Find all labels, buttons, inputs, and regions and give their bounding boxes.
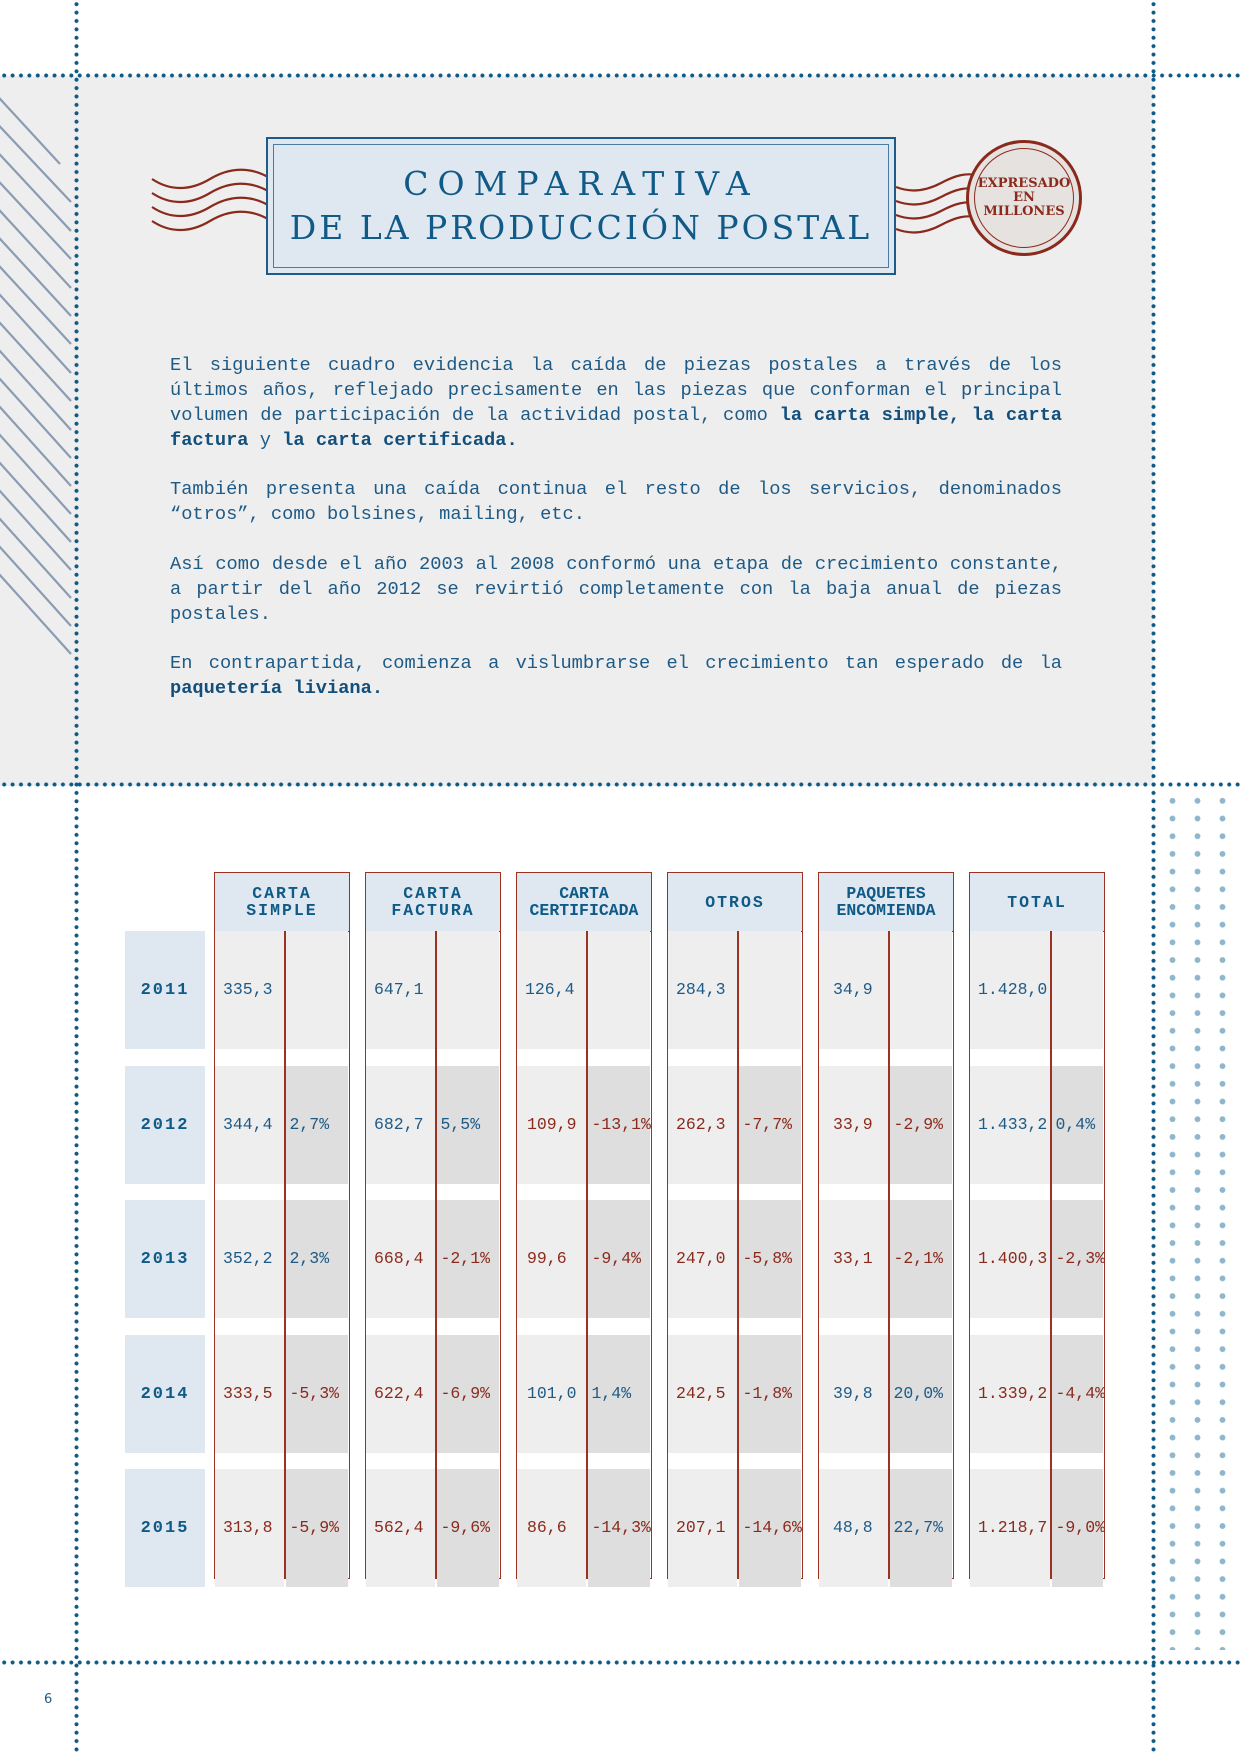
value-cell: 33,1 xyxy=(819,1200,888,1318)
column-total xyxy=(969,872,1105,1579)
percent-change-cell: -6,9% xyxy=(437,1335,500,1453)
percent-change-cell xyxy=(890,931,953,1049)
percent-change-cell: -5,3% xyxy=(286,1335,349,1453)
paragraph-1-bold-2: la carta certificada. xyxy=(282,429,518,451)
value-cell: 39,8 xyxy=(819,1335,888,1453)
paragraph-4-bold: paquetería liviana. xyxy=(170,677,384,699)
column-divider xyxy=(737,932,739,1578)
value-cell: 333,5 xyxy=(215,1335,284,1453)
value-cell: 247,0 xyxy=(668,1200,737,1318)
value-cell: 284,3 xyxy=(668,931,737,1049)
value-cell: 262,3 xyxy=(668,1066,737,1184)
percent-change-cell: 5,5% xyxy=(437,1066,500,1184)
paragraph-1 xyxy=(170,353,1062,453)
value-cell: 242,5 xyxy=(668,1335,737,1453)
percent-change-cell xyxy=(286,931,349,1049)
percent-change-cell xyxy=(588,931,651,1049)
percent-change-cell xyxy=(739,931,802,1049)
column-carta-factura xyxy=(365,872,501,1579)
percent-change-cell: 1,4% xyxy=(588,1335,651,1453)
column-otros xyxy=(667,872,803,1579)
year-label: 2013 xyxy=(125,1200,205,1318)
percent-change-cell: -2,1% xyxy=(890,1200,953,1318)
value-cell: 33,9 xyxy=(819,1066,888,1184)
paragraph-1-text: El siguiente cuadro evidencia la caída de piezas postales a través de los últimos años, reflejado precisamente en las piezas que conforman el principal volumen de participación de la actividad postal, como xyxy=(170,354,1062,426)
dotted-guide-bottom xyxy=(0,1660,1240,1665)
column-header-line2: SIMPLE xyxy=(246,901,318,920)
value-cell: 86,6 xyxy=(517,1469,586,1587)
value-cell: 109,9 xyxy=(517,1066,586,1184)
year-label: 2015 xyxy=(125,1469,205,1587)
paragraph-1-text-2: y xyxy=(248,429,283,451)
percent-change-cell: -5,9% xyxy=(286,1469,349,1587)
percent-change-cell: 22,7% xyxy=(890,1469,953,1587)
dot-grid-decoration xyxy=(1160,792,1240,1650)
postmark-waves-right xyxy=(896,165,976,240)
value-cell: 562,4 xyxy=(366,1469,435,1587)
paragraph-2: También presenta una caída continua el resto de los servicios, denominados “otros”, como bolsines, mailing, etc. xyxy=(170,478,1062,525)
percent-change-cell: -9,4% xyxy=(588,1200,651,1318)
paragraph-4-text: En contrapartida, comienza a vislumbrarse el crecimiento tan esperado de la xyxy=(170,652,1062,674)
percent-change-cell: -14,3% xyxy=(588,1469,651,1587)
column-header xyxy=(517,873,651,932)
column-divider xyxy=(586,932,588,1578)
percent-change-cell: -5,8% xyxy=(739,1200,802,1318)
column-header-line2: FACTURA xyxy=(391,901,475,920)
percent-change-cell xyxy=(437,931,500,1049)
value-cell: 207,1 xyxy=(668,1469,737,1587)
value-cell: 668,4 xyxy=(366,1200,435,1318)
percent-change-cell: -2,3% xyxy=(1052,1200,1104,1318)
postmark-waves-left xyxy=(150,165,270,235)
dotted-guide-top xyxy=(0,73,1240,78)
value-cell: 682,7 xyxy=(366,1066,435,1184)
page-number: 6 xyxy=(44,1692,53,1707)
column-divider xyxy=(435,932,437,1578)
paragraph-4 xyxy=(170,651,1062,701)
value-cell: 1.400,3 xyxy=(970,1200,1050,1318)
year-label: 2012 xyxy=(125,1066,205,1184)
column-carta-simple xyxy=(214,872,350,1579)
column-header-line2: CERTIFICADA xyxy=(529,901,639,920)
value-cell: 344,4 xyxy=(215,1066,284,1184)
column-header-line1: OTROS xyxy=(705,892,765,912)
value-cell: 1.428,0 xyxy=(970,931,1050,1049)
stamp-text-line3: MILLONES xyxy=(983,204,1065,219)
column-header-line2: ENCOMIENDA xyxy=(836,901,936,920)
percent-change-cell: 0,4% xyxy=(1052,1066,1104,1184)
column-header xyxy=(366,873,500,932)
column-header-line1: TOTAL xyxy=(1007,892,1067,912)
percent-change-cell: -9,0% xyxy=(1052,1469,1104,1587)
column-header-line1: CARTA xyxy=(559,884,609,903)
percent-change-cell: 2,7% xyxy=(286,1066,349,1184)
title-box xyxy=(266,137,896,275)
percent-change-cell: -1,8% xyxy=(739,1335,802,1453)
diagonal-hatch-decoration xyxy=(0,76,76,666)
column-header xyxy=(970,873,1104,932)
value-cell: 48,8 xyxy=(819,1469,888,1587)
percent-change-cell: -13,1% xyxy=(588,1066,651,1184)
value-cell: 1.433,2 xyxy=(970,1066,1050,1184)
percent-change-cell: -9,6% xyxy=(437,1469,500,1587)
percent-change-cell: 2,3% xyxy=(286,1200,349,1318)
page-title-line2: DE LA PRODUCCIÓN POSTAL xyxy=(289,208,873,247)
value-cell: 34,9 xyxy=(819,931,888,1049)
column-divider xyxy=(284,932,286,1578)
year-label: 2014 xyxy=(125,1335,205,1453)
dotted-guide-right xyxy=(1151,0,1156,1754)
column-header xyxy=(819,873,953,932)
stamp-text-line2: EN xyxy=(1013,190,1035,205)
column-divider xyxy=(888,932,890,1578)
percent-change-cell: -4,4% xyxy=(1052,1335,1104,1453)
percent-change-cell: -2,9% xyxy=(890,1066,953,1184)
percent-change-cell: -14,6% xyxy=(739,1469,802,1587)
value-cell: 622,4 xyxy=(366,1335,435,1453)
value-cell: 99,6 xyxy=(517,1200,586,1318)
year-label: 2011 xyxy=(125,931,205,1049)
dotted-guide-middle xyxy=(0,782,1240,787)
value-cell: 352,2 xyxy=(215,1200,284,1318)
column-carta-certificada xyxy=(516,872,652,1579)
stamp-text-line1: EXPRESADO xyxy=(977,176,1071,191)
column-header xyxy=(668,873,802,932)
percent-change-cell: -7,7% xyxy=(739,1066,802,1184)
percent-change-cell: -2,1% xyxy=(437,1200,500,1318)
value-cell: 647,1 xyxy=(366,931,435,1049)
page-title-line1: COMPARATIVA xyxy=(403,164,759,203)
value-cell: 335,3 xyxy=(215,931,284,1049)
column-paquetes-encomienda xyxy=(818,872,954,1579)
units-stamp xyxy=(966,140,1082,256)
percent-change-cell: 20,0% xyxy=(890,1335,953,1453)
column-header-line1: CARTA xyxy=(252,884,312,903)
dotted-guide-left xyxy=(74,0,79,1754)
column-divider xyxy=(1050,932,1052,1578)
value-cell: 1.218,7 xyxy=(970,1469,1050,1587)
value-cell: 1.339,2 xyxy=(970,1335,1050,1453)
value-cell: 313,8 xyxy=(215,1469,284,1587)
paragraph-3: Así como desde el año 2003 al 2008 conformó una etapa de crecimiento constante, a partir del año 2012 se revirtió completamente con la baja anual de piezas postales. xyxy=(170,553,1062,625)
column-header-line1: CARTA xyxy=(403,884,463,903)
value-cell: 126,4 xyxy=(517,931,586,1049)
paragraph-1-bold-1: la carta simple, la carta factura xyxy=(170,404,1063,451)
column-header-line1: PAQUETES xyxy=(846,884,926,903)
value-cell: 101,0 xyxy=(517,1335,586,1453)
percent-change-cell xyxy=(1052,931,1104,1049)
column-header xyxy=(215,873,349,932)
